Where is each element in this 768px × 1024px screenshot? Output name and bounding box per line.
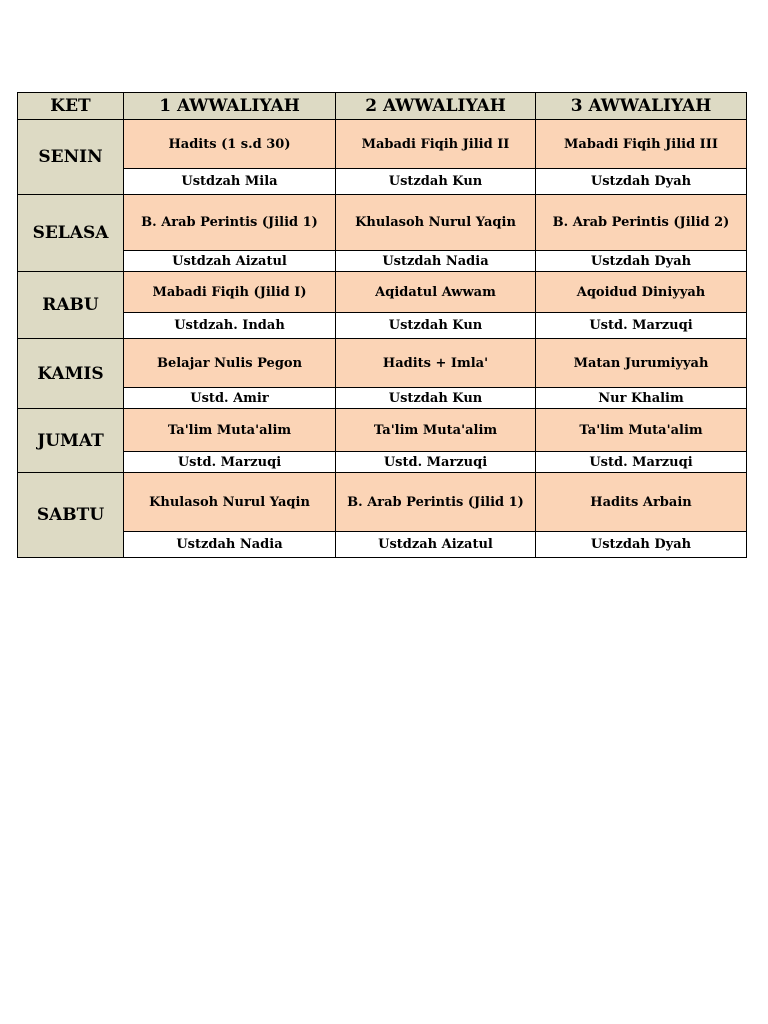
day-sabtu: SABTU bbox=[18, 473, 124, 558]
header-2-awwaliyah: 2 AWWALIYAH bbox=[336, 93, 536, 120]
teacher-row-rabu bbox=[18, 313, 747, 339]
subject-cell: Hadits (1 s.d 30) bbox=[124, 120, 336, 169]
teacher-cell: Ustd. Marzuqi bbox=[124, 452, 336, 473]
teacher-cell: Nur Khalim bbox=[536, 388, 747, 409]
header-row bbox=[18, 93, 747, 120]
subject-cell: Belajar Nulis Pegon bbox=[124, 339, 336, 388]
teacher-cell: Ustzdah Dyah bbox=[536, 169, 747, 195]
subject-row-rabu bbox=[18, 272, 747, 313]
subject-cell: Ta'lim Muta'alim bbox=[336, 409, 536, 452]
header-1-awwaliyah: 1 AWWALIYAH bbox=[124, 93, 336, 120]
subject-cell: Ta'lim Muta'alim bbox=[536, 409, 747, 452]
day-selasa: SELASA bbox=[18, 195, 124, 272]
teacher-cell: Ustzdah Dyah bbox=[536, 251, 747, 272]
teacher-cell: Ustdzah Mila bbox=[124, 169, 336, 195]
subject-cell: Mabadi Fiqih (Jilid I) bbox=[124, 272, 336, 313]
subject-cell: Mabadi Fiqih Jilid II bbox=[336, 120, 536, 169]
schedule-table bbox=[17, 92, 747, 558]
header-3-awwaliyah: 3 AWWALIYAH bbox=[536, 93, 747, 120]
subject-row-selasa bbox=[18, 195, 747, 251]
subject-cell: Matan Jurumiyyah bbox=[536, 339, 747, 388]
subject-row-senin bbox=[18, 120, 747, 169]
day-rabu: RABU bbox=[18, 272, 124, 339]
day-senin: SENIN bbox=[18, 120, 124, 195]
subject-row-sabtu bbox=[18, 473, 747, 532]
subject-cell: Hadits + Imla' bbox=[336, 339, 536, 388]
subject-row-kamis bbox=[18, 339, 747, 388]
subject-cell: Khulasoh Nurul Yaqin bbox=[336, 195, 536, 251]
subject-cell: B. Arab Perintis (Jilid 1) bbox=[124, 195, 336, 251]
subject-cell: B. Arab Perintis (Jilid 1) bbox=[336, 473, 536, 532]
teacher-cell: Ustd. Marzuqi bbox=[336, 452, 536, 473]
day-kamis: KAMIS bbox=[18, 339, 124, 409]
teacher-row-jumat bbox=[18, 452, 747, 473]
teacher-cell: Ustzdah Nadia bbox=[124, 532, 336, 558]
subject-cell: Ta'lim Muta'alim bbox=[124, 409, 336, 452]
subject-cell: B. Arab Perintis (Jilid 2) bbox=[536, 195, 747, 251]
teacher-row-sabtu bbox=[18, 532, 747, 558]
teacher-row-kamis bbox=[18, 388, 747, 409]
teacher-cell: Ustdzah. Indah bbox=[124, 313, 336, 339]
teacher-cell: Ustzdah Kun bbox=[336, 169, 536, 195]
subject-cell: Khulasoh Nurul Yaqin bbox=[124, 473, 336, 532]
teacher-cell: Ustzdah Kun bbox=[336, 388, 536, 409]
subject-row-jumat bbox=[18, 409, 747, 452]
teacher-cell: Ustd. Marzuqi bbox=[536, 452, 747, 473]
teacher-cell: Ustd. Amir bbox=[124, 388, 336, 409]
subject-cell: Hadits Arbain bbox=[536, 473, 747, 532]
teacher-cell: Ustdzah Aizatul bbox=[336, 532, 536, 558]
teacher-cell: Ustzdah Kun bbox=[336, 313, 536, 339]
teacher-row-senin bbox=[18, 169, 747, 195]
subject-cell: Mabadi Fiqih Jilid III bbox=[536, 120, 747, 169]
header-ket: KET bbox=[18, 93, 124, 120]
teacher-cell: Ustzdah Nadia bbox=[336, 251, 536, 272]
subject-cell: Aqoidud Diniyyah bbox=[536, 272, 747, 313]
teacher-cell: Ustd. Marzuqi bbox=[536, 313, 747, 339]
teacher-row-selasa bbox=[18, 251, 747, 272]
day-jumat: JUMAT bbox=[18, 409, 124, 473]
teacher-cell: Ustzdah Dyah bbox=[536, 532, 747, 558]
teacher-cell: Ustdzah Aizatul bbox=[124, 251, 336, 272]
subject-cell: Aqidatul Awwam bbox=[336, 272, 536, 313]
